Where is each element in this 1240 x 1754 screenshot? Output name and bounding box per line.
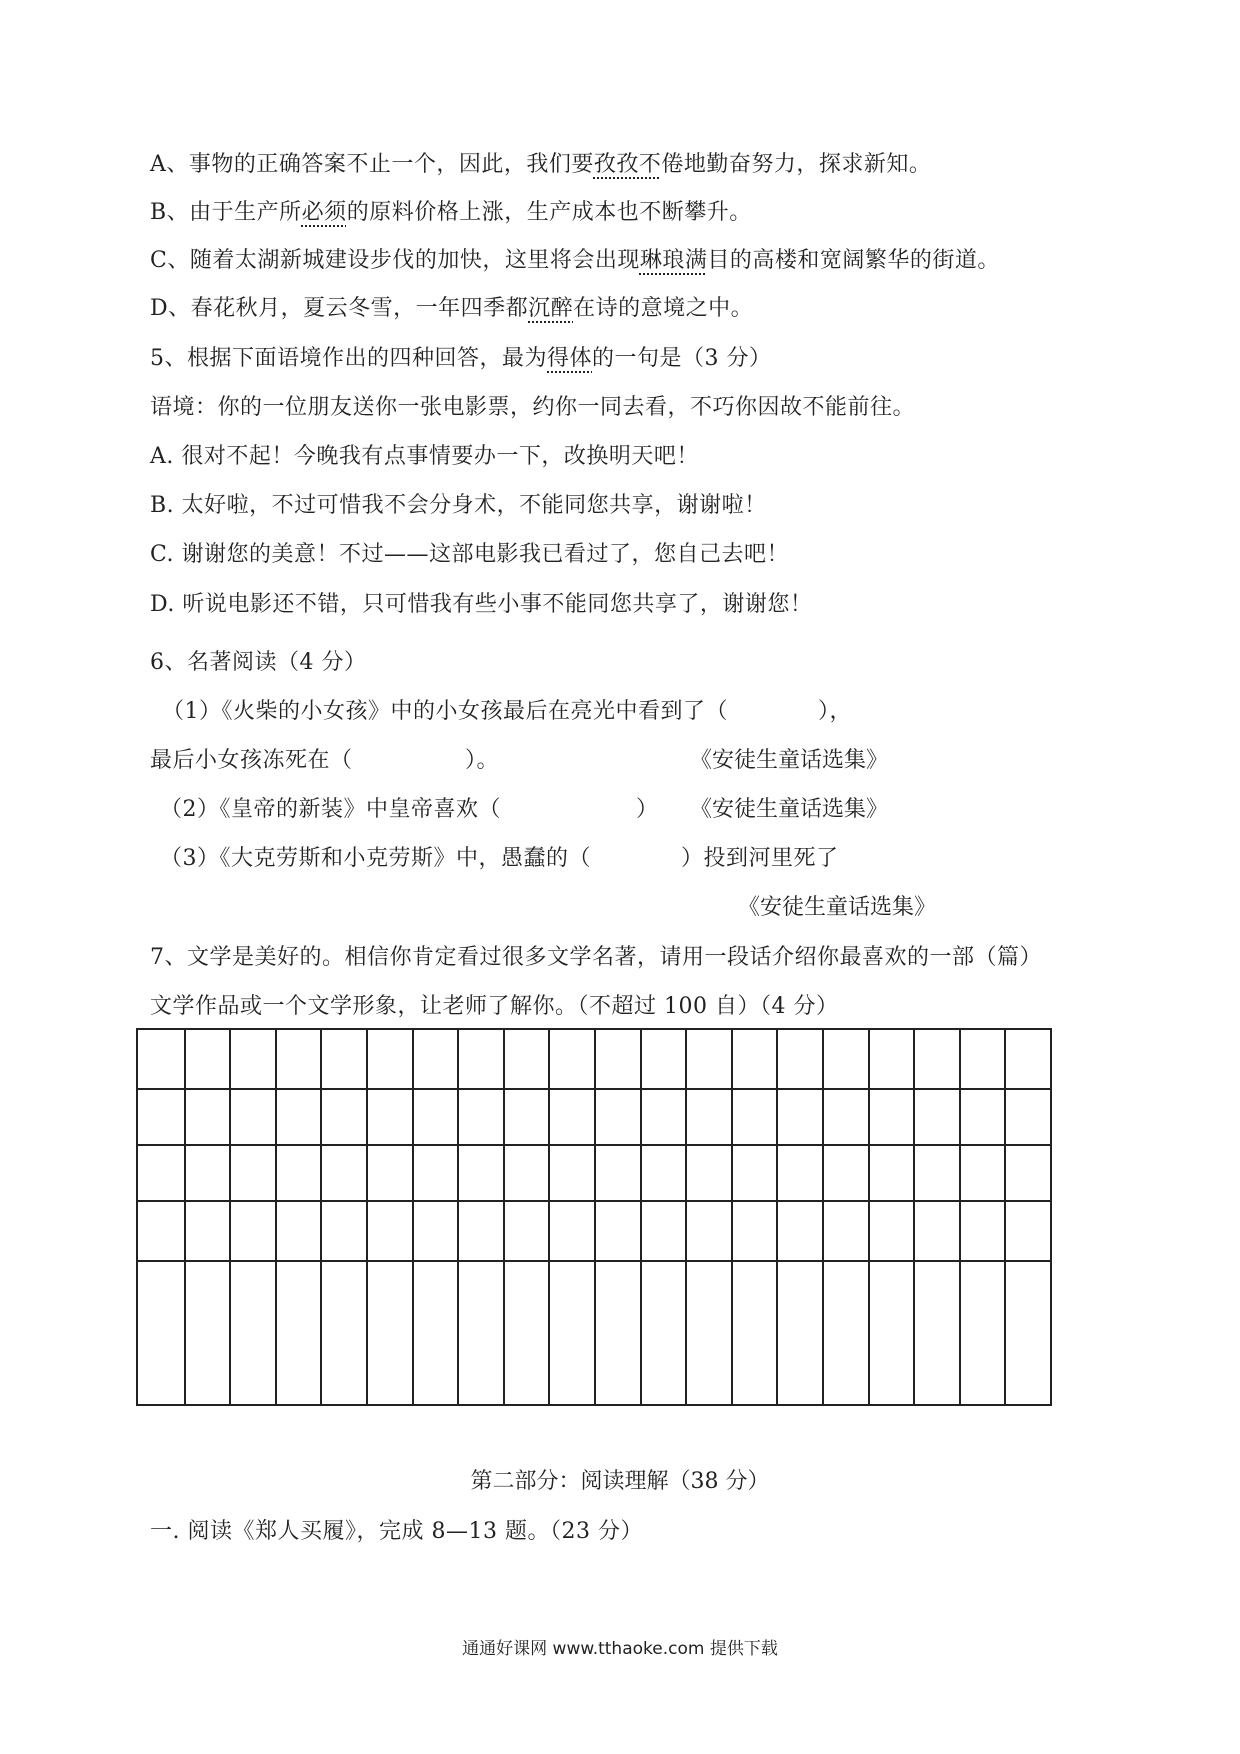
q4-option-a-text-post: 倦地勤奋努力，探求新知。 — [661, 152, 932, 177]
q5-option-d: D. 听说电影还不错，只可惜我有些小事不能同您共享了，谢谢您！ — [150, 592, 813, 617]
grid-vertical-line — [959, 1030, 961, 1404]
grid-vertical-line — [640, 1030, 642, 1404]
q4-option-d-text-post: 在诗的意境之中。 — [573, 296, 754, 321]
q4-option-b-text-post: 的原料价格上涨，生产成本也不断攀升。 — [346, 200, 752, 225]
q4-option-c-dotted: 琳琅满 — [639, 248, 708, 273]
q6-item3-source: 《安徒生童话选集》 — [738, 895, 937, 920]
q4-option-c-text-post: 目的高楼和宽阔繁华的街道。 — [707, 248, 1000, 273]
q4-option-d-text-pre: D、春花秋月，夏云冬雪，一年四季都 — [150, 296, 529, 321]
grid-horizontal-line — [138, 1144, 1050, 1146]
q6-item1-line1: （1）《火柴的小女孩》中的小女孩最后在亮光中看到了（ ）， — [162, 699, 852, 724]
q4-option-a-text-pre: A、事物的正确答案不止一个，因此，我们要 — [150, 152, 594, 177]
grid-horizontal-line — [138, 1200, 1050, 1202]
q5-stem-pre: 5、根据下面语境作出的四种回答，最为 — [150, 346, 547, 371]
q7-line2: 文学作品或一个文学形象，让老师了解你。（不超过 100 自）（4 分） — [150, 994, 839, 1019]
grid-vertical-line — [776, 1030, 778, 1404]
page-footer: 通通好课网 www.tthaoke.com 提供下载 — [462, 1639, 778, 1659]
grid-vertical-line — [412, 1030, 414, 1404]
q6-item3: （3）《大克劳斯和小克劳斯》中，愚蠢的（ ）投到河里死了 — [160, 846, 839, 871]
q5-stem-post: 的一句是（3 分） — [592, 346, 772, 371]
q4-option-a — [150, 150, 931, 180]
q6-title: 6、名著阅读（4 分） — [150, 650, 367, 675]
q6-item1-source: 《安徒生童话选集》 — [690, 748, 889, 773]
grid-vertical-line — [366, 1030, 368, 1404]
grid-vertical-line — [731, 1030, 733, 1404]
q4-option-b-text-pre: B、由于生产所 — [150, 200, 302, 225]
q4-option-a-dotted: 孜孜不 — [593, 152, 662, 177]
grid-horizontal-line — [138, 1088, 1050, 1090]
q5-option-b: B. 太好啦，不过可惜我不会分身术，不能同您共享，谢谢啦！ — [150, 493, 767, 518]
grid-vertical-line — [184, 1030, 186, 1404]
grid-vertical-line — [548, 1030, 550, 1404]
part2-heading: 第二部分：阅读理解（38 分） — [470, 1469, 770, 1494]
part2-section1: 一. 阅读《郑人买履》，完成 8—13 题。（23 分） — [150, 1519, 643, 1544]
writing-grid[interactable] — [136, 1028, 1052, 1406]
grid-vertical-line — [594, 1030, 596, 1404]
grid-vertical-line — [913, 1030, 915, 1404]
q4-option-d-dotted: 沉醉 — [528, 296, 574, 321]
q6-item2: （2）《皇帝的新装》中皇帝喜欢（ ） — [160, 797, 659, 822]
q7-line1: 7、文学是美好的。相信你肯定看过很多文学名著，请用一段话介绍你最喜欢的一部（篇） — [150, 945, 1043, 970]
q4-option-d — [150, 294, 753, 324]
q4-option-b-dotted: 必须 — [301, 200, 347, 225]
q6-item1-line2: 最后小女孩冻死在（ ）。 — [150, 748, 500, 773]
q5-stem — [150, 344, 772, 374]
grid-vertical-line — [320, 1030, 322, 1404]
grid-vertical-line — [685, 1030, 687, 1404]
grid-vertical-line — [229, 1030, 231, 1404]
q5-context: 语境：你的一位朋友送你一张电影票，约你一同去看，不巧你因故不能前往。 — [150, 395, 916, 420]
grid-vertical-line — [275, 1030, 277, 1404]
q4-option-b — [150, 198, 752, 228]
q5-option-a: A. 很对不起！今晚我有点事情要办一下，改换明天吧！ — [150, 444, 699, 469]
q4-option-c-text-pre: C、随着太湖新城建设步伐的加快，这里将会出现 — [150, 248, 640, 273]
grid-vertical-line — [503, 1030, 505, 1404]
q4-option-c — [150, 246, 1000, 276]
grid-vertical-line — [457, 1030, 459, 1404]
q5-stem-dotted: 得体 — [547, 346, 593, 371]
grid-vertical-line — [1004, 1030, 1006, 1404]
grid-horizontal-line — [138, 1260, 1050, 1262]
q6-item2-source: 《安徒生童话选集》 — [690, 797, 889, 822]
q5-option-c: C. 谢谢您的美意！不过——这部电影我已看过了，您自己去吧！ — [150, 542, 790, 567]
grid-vertical-line — [822, 1030, 824, 1404]
grid-vertical-line — [868, 1030, 870, 1404]
